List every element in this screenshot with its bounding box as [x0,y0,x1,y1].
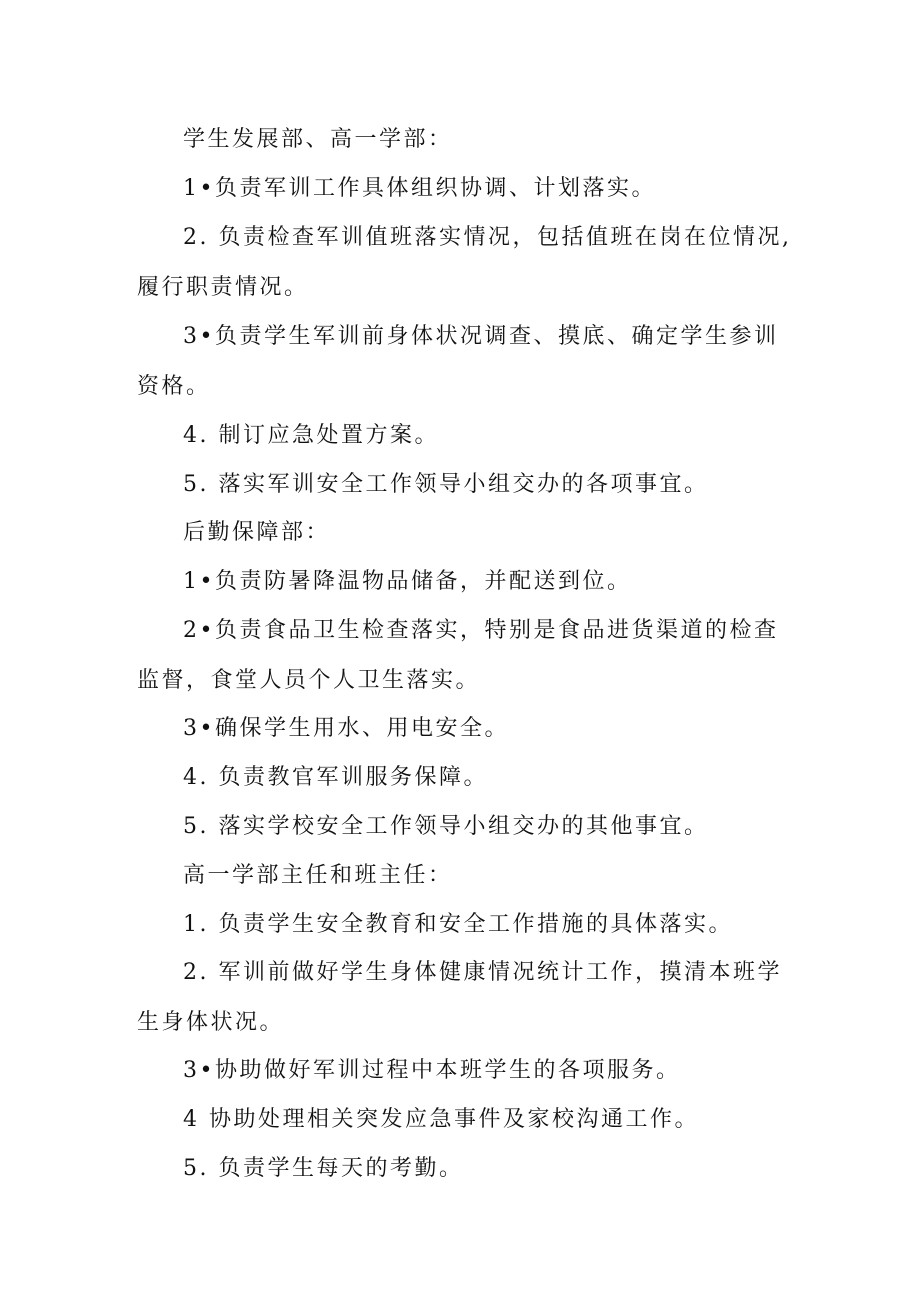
section-heading-grade-director: 高一学部主任和班主任： [183,863,453,888]
paragraph: 4 协助处理相关突发应急事件及家校沟通工作。 [183,1107,699,1132]
paragraph: 5. 落实军训安全工作领导小组交办的各项事宜。 [183,472,709,497]
paragraph: 2•负责食品卫生检查落实，特别是食品进货渠道的检查监督，食堂人员个人卫生落实。 [137,618,779,693]
paragraph: 1•负责军训工作具体组织协调、计划落实。 [183,176,656,201]
paragraph: 3•确保学生用水、用电安全。 [183,716,509,741]
paragraph: 1. 负责学生安全教育和安全工作措施的具体落实。 [183,912,733,937]
paragraph: 5. 落实学校安全工作领导小组交办的其他事宜。 [183,814,709,839]
paragraph: 4. 负责教官军训服务保障。 [183,765,488,790]
paragraph: 3•协助做好军训过程中本班学生的各项服务。 [183,1058,681,1083]
paragraph: 3•负责学生军训前身体状况调查、摸底、确定学生参训资格。 [137,324,779,399]
paragraph: 1•负责防暑降温物品储备，并配送到位。 [183,569,632,594]
paragraph: 4. 制订应急处置方案。 [183,423,439,448]
section-heading-student-development: 学生发展部、高一学部： [183,127,453,152]
paragraph: 2. 负责检查军训值班落实情况，包括值班在岗在位情况,履行职责情况。 [137,225,792,300]
paragraph: 2. 军训前做好学生身体健康情况统计工作，摸清本班学生身体状况。 [137,960,782,1035]
section-heading-logistics: 后勤保障部： [183,520,331,545]
paragraph: 5. 负责学生每天的考勤。 [183,1156,464,1181]
